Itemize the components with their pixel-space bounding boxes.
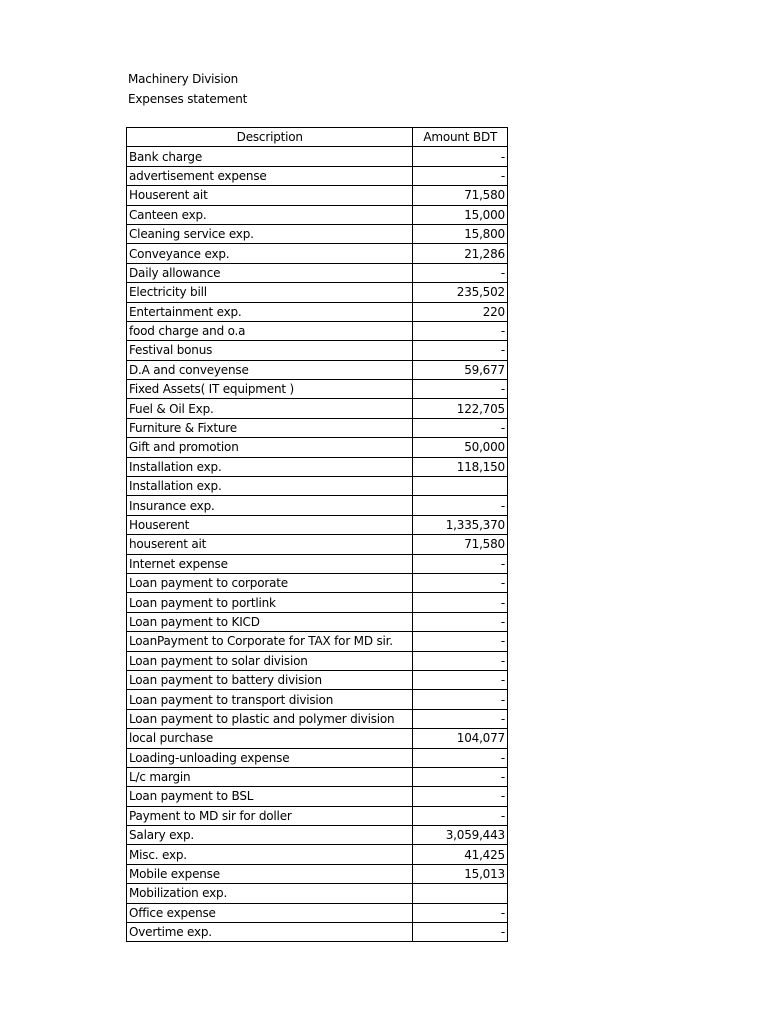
- table-row: [127, 632, 508, 651]
- table-row: [127, 806, 508, 825]
- row-amount: 21,286: [413, 244, 508, 263]
- row-description: Fuel & Oil Exp.: [127, 399, 413, 418]
- row-description: Loan payment to portlink: [127, 593, 413, 612]
- row-amount: -: [413, 709, 508, 728]
- row-amount: -: [413, 418, 508, 437]
- row-description: Fixed Assets( IT equipment ): [127, 380, 413, 399]
- row-description: Electricity bill: [127, 283, 413, 302]
- table-row: [127, 787, 508, 806]
- table-row: [127, 709, 508, 728]
- row-description: Entertainment exp.: [127, 302, 413, 321]
- row-description: Loan payment to KICD: [127, 612, 413, 631]
- row-amount: 50,000: [413, 438, 508, 457]
- row-description: Conveyance exp.: [127, 244, 413, 263]
- table-row: [127, 651, 508, 670]
- row-amount: -: [413, 923, 508, 942]
- row-amount: 118,150: [413, 457, 508, 476]
- table-row: [127, 166, 508, 185]
- table-row: [127, 515, 508, 534]
- row-description: LoanPayment to Corporate for TAX for MD sir.: [127, 632, 413, 651]
- row-amount: 15,000: [413, 205, 508, 224]
- row-amount: -: [413, 612, 508, 631]
- row-description: Internet expense: [127, 554, 413, 573]
- row-description: Overtime exp.: [127, 923, 413, 942]
- table-row: [127, 186, 508, 205]
- table-row: [127, 573, 508, 592]
- row-description: Gift and promotion: [127, 438, 413, 457]
- row-amount: [413, 477, 508, 496]
- row-description: Payment to MD sir for doller: [127, 806, 413, 825]
- table-row: [127, 205, 508, 224]
- row-description: Furniture & Fixture: [127, 418, 413, 437]
- table-row: [127, 321, 508, 340]
- table-row: [127, 283, 508, 302]
- table-row: [127, 670, 508, 689]
- row-amount: -: [413, 670, 508, 689]
- row-description: Office expense: [127, 903, 413, 922]
- row-description: Houserent: [127, 515, 413, 534]
- table-row: [127, 884, 508, 903]
- table-row: [127, 341, 508, 360]
- row-amount: -: [413, 903, 508, 922]
- row-amount: -: [413, 321, 508, 340]
- row-amount: -: [413, 806, 508, 825]
- division-title: Machinery Division: [128, 72, 239, 86]
- row-amount: -: [413, 263, 508, 282]
- row-amount: [413, 884, 508, 903]
- table-row: [127, 864, 508, 883]
- row-amount: 1,335,370: [413, 515, 508, 534]
- table-row: [127, 147, 508, 166]
- table-row: [127, 923, 508, 942]
- row-amount: 220: [413, 302, 508, 321]
- row-amount: -: [413, 496, 508, 515]
- row-amount: 59,677: [413, 360, 508, 379]
- row-amount: -: [413, 767, 508, 786]
- row-description: Insurance exp.: [127, 496, 413, 515]
- row-amount: -: [413, 147, 508, 166]
- row-amount: -: [413, 573, 508, 592]
- table-row: [127, 748, 508, 767]
- row-amount: -: [413, 787, 508, 806]
- table-row: [127, 903, 508, 922]
- row-description: Misc. exp.: [127, 845, 413, 864]
- table-row: [127, 767, 508, 786]
- row-description: houserent ait: [127, 535, 413, 554]
- statement-title: Expenses statement: [128, 92, 248, 106]
- row-description: Loading-unloading expense: [127, 748, 413, 767]
- table-row: [127, 302, 508, 321]
- row-description: Mobile expense: [127, 864, 413, 883]
- row-amount: -: [413, 651, 508, 670]
- row-amount: 122,705: [413, 399, 508, 418]
- table-row: [127, 244, 508, 263]
- row-amount: 41,425: [413, 845, 508, 864]
- table-row: [127, 729, 508, 748]
- table-row: [127, 593, 508, 612]
- row-amount: -: [413, 341, 508, 360]
- table-row: [127, 418, 508, 437]
- table-row: [127, 845, 508, 864]
- row-description: Loan payment to battery division: [127, 670, 413, 689]
- table-row: [127, 826, 508, 845]
- column-header-amount: Amount BDT: [413, 128, 508, 147]
- row-amount: -: [413, 554, 508, 573]
- row-description: Installation exp.: [127, 477, 413, 496]
- row-amount: 15,013: [413, 864, 508, 883]
- row-description: Bank charge: [127, 147, 413, 166]
- table-body: [127, 147, 508, 942]
- row-description: Loan payment to BSL: [127, 787, 413, 806]
- table-row: [127, 477, 508, 496]
- row-amount: 15,800: [413, 224, 508, 243]
- table-row: [127, 360, 508, 379]
- row-description: Loan payment to corporate: [127, 573, 413, 592]
- table-row: [127, 399, 508, 418]
- row-amount: 235,502: [413, 283, 508, 302]
- row-description: Daily allowance: [127, 263, 413, 282]
- row-amount: 71,580: [413, 186, 508, 205]
- table-row: [127, 438, 508, 457]
- row-description: L/c margin: [127, 767, 413, 786]
- row-amount: -: [413, 593, 508, 612]
- table-row: [127, 224, 508, 243]
- row-description: D.A and conveyense: [127, 360, 413, 379]
- row-description: advertisement expense: [127, 166, 413, 185]
- column-header-description: Description: [127, 128, 413, 147]
- row-amount: 71,580: [413, 535, 508, 554]
- row-amount: 3,059,443: [413, 826, 508, 845]
- expenses-table: [126, 127, 508, 942]
- table-row: [127, 612, 508, 631]
- row-description: Salary exp.: [127, 826, 413, 845]
- table-row: [127, 554, 508, 573]
- table-row: [127, 496, 508, 515]
- table-row: [127, 690, 508, 709]
- row-description: Loan payment to transport division: [127, 690, 413, 709]
- row-amount: 104,077: [413, 729, 508, 748]
- row-description: Festival bonus: [127, 341, 413, 360]
- row-amount: -: [413, 748, 508, 767]
- table-row: [127, 263, 508, 282]
- row-description: Houserent ait: [127, 186, 413, 205]
- row-description: Cleaning service exp.: [127, 224, 413, 243]
- row-amount: -: [413, 166, 508, 185]
- table-header-row: [127, 128, 508, 147]
- row-description: Installation exp.: [127, 457, 413, 476]
- row-description: food charge and o.a: [127, 321, 413, 340]
- row-description: local purchase: [127, 729, 413, 748]
- row-description: Loan payment to solar division: [127, 651, 413, 670]
- row-description: Loan payment to plastic and polymer division: [127, 709, 413, 728]
- row-amount: -: [413, 380, 508, 399]
- row-amount: -: [413, 690, 508, 709]
- table-row: [127, 535, 508, 554]
- row-amount: -: [413, 632, 508, 651]
- table-row: [127, 380, 508, 399]
- row-description: Mobilization exp.: [127, 884, 413, 903]
- table-row: [127, 457, 508, 476]
- row-description: Canteen exp.: [127, 205, 413, 224]
